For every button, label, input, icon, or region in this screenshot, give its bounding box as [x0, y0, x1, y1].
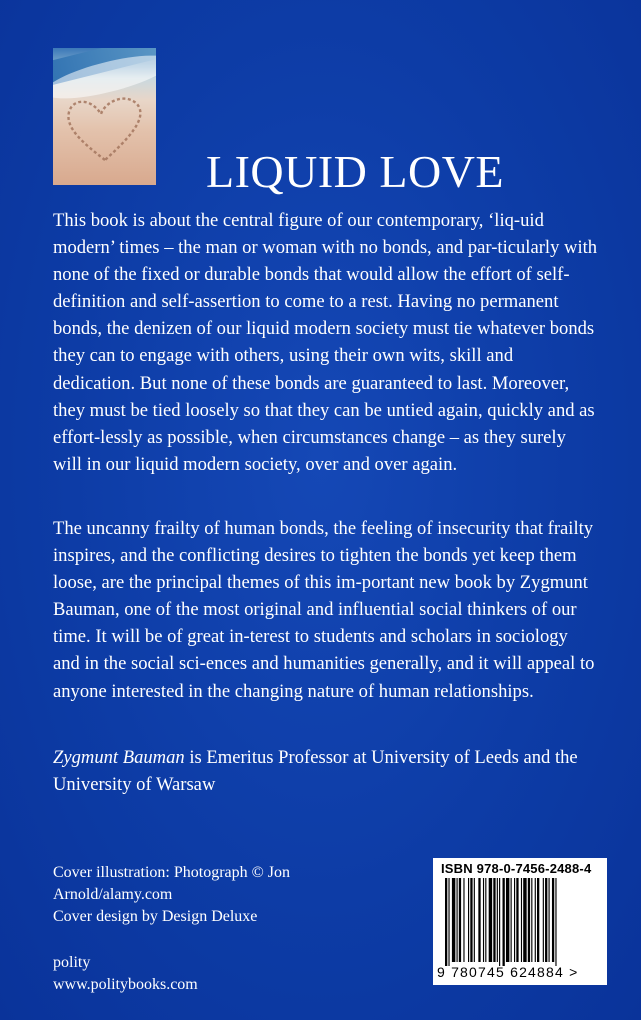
author-bio	[53, 744, 598, 798]
publisher-info	[53, 952, 393, 996]
barcode-bar	[537, 878, 539, 962]
description-paragraph-1: This book is about the central figure of our contemporary, ‘liq-uid modern’ times – the man or woman with no bonds, and par-ticularly with none of the fixed or durable bonds that would allow the effort of self-definition and self-assertion to come to a rest. Having no permanent bonds, the denizen of our liquid modern society must tie whatever bonds they can to engage with others, using their own wits, skill and dedication. But none of these bonds are guaranteed to last. Moreover, they must be tied loosely so that they can be untied again, quickly and as effort-lessly as possible, when circumstances change – as they surely will in our liquid modern society, over and over again.	[53, 210, 598, 475]
barcode-bar	[493, 878, 495, 962]
book-title: LIQUID LOVE	[206, 146, 505, 197]
barcode-bar	[514, 878, 515, 962]
cover-credits	[53, 862, 393, 928]
barcode-bar	[499, 878, 500, 966]
barcode-bar	[483, 878, 484, 962]
barcode-bar	[516, 878, 518, 962]
publisher-website[interactable]: www.politybooks.com	[53, 976, 198, 993]
ean-digits	[437, 964, 605, 980]
ean-number: 9 780745 624884	[437, 964, 564, 980]
barcode-bar	[531, 878, 532, 962]
barcode-bar	[452, 878, 455, 962]
barcode-bar	[555, 878, 556, 966]
barcode-bar	[535, 878, 536, 962]
barcode-bar	[485, 878, 486, 962]
barcode-bar	[468, 878, 469, 962]
barcode-bar	[511, 878, 512, 962]
cover-photo	[53, 48, 156, 185]
quiet-zone-arrow: >	[569, 964, 579, 980]
barcode-bar	[506, 878, 509, 962]
description-paragraph-2: The uncanny frailty of human bonds, the feeling of insecurity that frailty inspires, and the conflicting desires to tighten the bonds yet keep them loose, are the principal themes of this im-portant new book by Zygmunt Bauman, one of the most original and influential social thinkers of our time. It will be of great in-terest to students and scholars in sociology and in the social sci-ences and humanities generally, and it will appeal to anyone interested in the changing nature of human relationships.	[53, 518, 595, 702]
barcode-bar	[459, 878, 461, 962]
barcode-bar	[503, 878, 505, 966]
barcode-bar	[489, 878, 492, 962]
barcode-bar	[528, 878, 530, 962]
barcode-bar	[521, 878, 522, 962]
isbn-barcode	[433, 858, 607, 985]
barcode-bar	[523, 878, 526, 962]
barcode-bar	[463, 878, 464, 962]
illustration-credit: Cover illustration: Photograph © Jon Arnold/alamy.com	[53, 864, 291, 903]
barcode-bar	[497, 878, 498, 962]
barcode-bar	[448, 878, 449, 966]
barcode-bar	[478, 878, 480, 962]
barcode-bar	[470, 878, 472, 962]
barcode-bar	[445, 878, 447, 966]
barcode-bar	[545, 878, 547, 962]
isbn-number: ISBN 978-0-7456-2488-4	[441, 861, 592, 876]
design-credit: Cover design by Design Deluxe	[53, 908, 258, 925]
author-name: Zygmunt Bauman	[53, 747, 185, 768]
barcode-bar	[457, 878, 458, 962]
publisher-name: polity	[53, 954, 91, 971]
barcode-bar	[543, 878, 544, 962]
barcode-bar	[552, 878, 554, 962]
author-bio-text: is Emeritus Professor at University of Leeds and the University of Warsaw	[53, 747, 578, 796]
barcode-bar	[549, 878, 550, 962]
sand-heart-icon	[53, 48, 156, 185]
barcode-bar	[474, 878, 475, 962]
